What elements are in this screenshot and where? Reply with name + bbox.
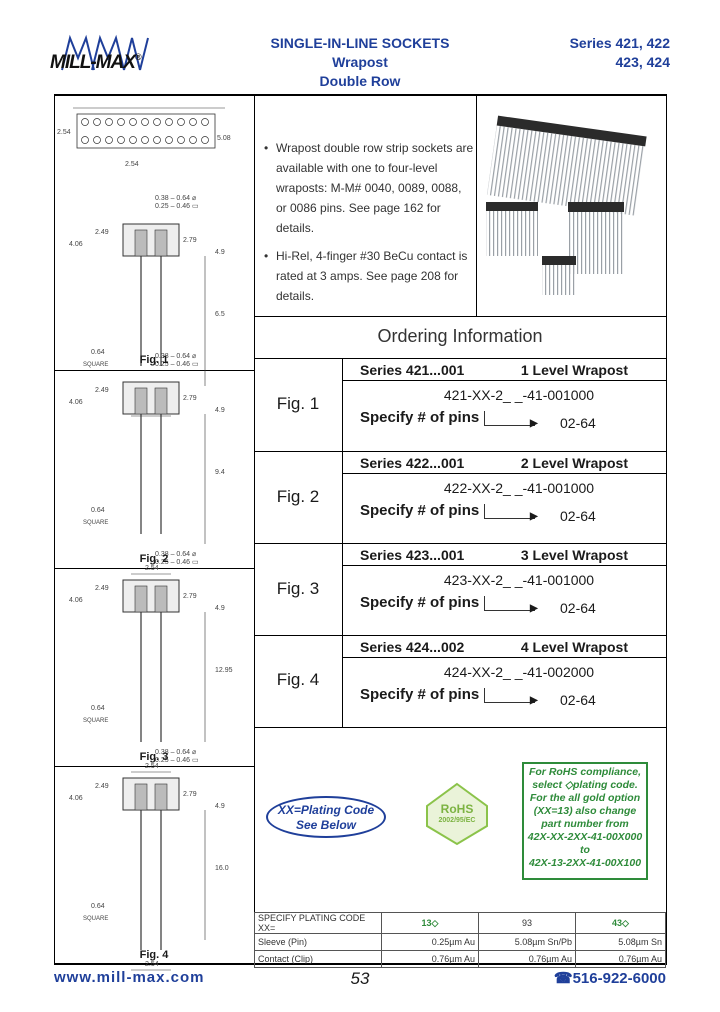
fig-caption: Fig. 2 (139, 553, 169, 565)
footer-phone[interactable]: ☎516-922-6000 (553, 970, 666, 987)
dim-pitch: 2.54 (57, 129, 71, 136)
pin-hole (190, 137, 197, 144)
features-bottom (254, 316, 666, 317)
socket-body (123, 382, 179, 414)
dim-h249: 2.49 (95, 229, 109, 236)
pin-hole (142, 119, 149, 126)
feature-item: • Hi-Rel, 4-finger #30 BeCu contact is rated at 3 amps. See page 208 for details. (264, 249, 468, 303)
arrow-icon (484, 596, 535, 611)
dim-length: 16.0 (215, 865, 229, 872)
pin-hole (166, 137, 173, 144)
order-series: Series 423...001 (360, 547, 465, 563)
contact (135, 388, 147, 414)
pin-hole (142, 137, 149, 144)
order-range: 02-64 (560, 600, 596, 616)
order-row: Series 422...001 2 Level Wrapost 422-XX-2_ _-41-001000 Specify # of pins ▶ 02-64 (342, 452, 666, 519)
order-range: 02-64 (560, 692, 596, 708)
dim-square: SQUARE (83, 718, 109, 724)
contact (155, 586, 167, 612)
dim-h406: 4.06 (69, 795, 83, 802)
contact (155, 388, 167, 414)
order-part-number: 422-XX-2_ _-41-001000 (443, 480, 595, 496)
pin-hole (94, 137, 101, 144)
plating-row: Contact (Clip) 0.76µm Au 0.76µm Au 0.76µm Au (255, 951, 666, 968)
order-spec-label: Specify # of pins (360, 502, 480, 519)
contact (135, 784, 147, 810)
page-number: 53 (350, 969, 370, 988)
order-level: 3 Level Wrapost (520, 547, 628, 563)
socket-strips-image (480, 110, 664, 310)
order-range: 02-64 (560, 508, 596, 524)
order-level: 2 Level Wrapost (520, 455, 628, 471)
pin-hole (118, 137, 125, 144)
technical-drawing (55, 96, 253, 968)
dim-d2: 0.25 – 0.46 ▭ (155, 361, 199, 368)
dim-pin: 0.64 (91, 507, 105, 514)
arrow-icon (484, 504, 535, 519)
dim-h406: 4.06 (69, 241, 83, 248)
dim-h249: 2.49 (95, 387, 109, 394)
page-title: SINGLE-IN-LINE SOCKETS Wrapost Double Row (270, 35, 450, 89)
dim-h279: 2.79 (183, 593, 197, 600)
pin-hole (118, 119, 125, 126)
order-fig-label: Fig. 4 (276, 670, 320, 689)
dim-h49: 4.9 (215, 249, 225, 256)
dim-square: SQUARE (83, 362, 109, 368)
pin-hole (130, 119, 137, 126)
dim-h249: 2.49 (95, 783, 109, 790)
photo-divider (476, 94, 477, 316)
order-series: Series 424...002 (360, 639, 465, 655)
frame-right (666, 94, 667, 964)
dim-square: SQUARE (83, 916, 109, 922)
pin-hole (154, 119, 161, 126)
socket-body (123, 224, 179, 256)
dim-base: 2.54 (145, 763, 159, 770)
dim-base: 2.54 (145, 565, 159, 572)
dim-h49: 4.9 (215, 605, 225, 612)
dim-d1: 0.38 – 0.64 ⌀ (155, 749, 197, 756)
dim-h406: 4.06 (69, 399, 83, 406)
order-row: Series 424...002 4 Level Wrapost 424-XX-2_ _-41-002000 Specify # of pins ▶ 02-64 (342, 636, 666, 703)
pin-hole (190, 119, 197, 126)
dim-pin: 0.64 (91, 349, 105, 356)
fig-caption: Fig. 1 (139, 354, 169, 366)
plating-code-callout: XX=Plating Code See Below (266, 796, 386, 838)
rohs-note: For RoHS compliance, select ◇plating code. For the all gold option (XX=13) also change part number from 42X-XX-2XX-41-00X000 to 42X-13-2XX-41-00X100 (522, 762, 648, 880)
feature-item: • Wrapost double row strip sockets are available with one to four-level wraposts: M-M# 0040, 0089, 0088, or 0086 pins. See page 162 for details. (264, 141, 474, 235)
plating-header-row: SPECIFY PLATING CODE XX= 13◇ 93 43◇ (255, 913, 666, 934)
rohs-badge: RoHS 2002/95/EC (423, 782, 491, 846)
pin-hole (178, 137, 185, 144)
pin-hole (106, 137, 113, 144)
dim-h279: 2.79 (183, 237, 197, 244)
fig-caption: Fig. 4 (139, 949, 169, 961)
plating-table (254, 912, 666, 968)
pin-hole (94, 119, 101, 126)
plating-row: Sleeve (Pin) 0.25µm Au 5.08µm Sn/Pb 5.08µm Sn (255, 934, 666, 951)
dim-d1: 0.38 – 0.64 ⌀ (155, 353, 197, 360)
contact (155, 230, 167, 256)
dim-h279: 2.79 (183, 791, 197, 798)
dim-d1: 0.38 – 0.64 ⌀ (155, 551, 197, 558)
dim-length: 6.5 (215, 311, 225, 318)
pin-hole (202, 137, 209, 144)
order-fig-label: Fig. 2 (276, 487, 320, 506)
pin-hole (178, 119, 185, 126)
socket-body (123, 580, 179, 612)
product-photo (480, 110, 664, 310)
order-fig-label: Fig. 3 (276, 579, 320, 598)
dim-d2: 0.25 – 0.46 ▭ (155, 203, 199, 210)
order-level: 4 Level Wrapost (520, 639, 628, 655)
figure-drawings (55, 96, 253, 968)
pin-hole (130, 137, 137, 144)
dim-d1: 0.38 – 0.64 ⌀ (155, 195, 197, 202)
dim-square: SQUARE (83, 520, 109, 526)
pin-hole (82, 119, 89, 126)
dim-length: 12.95 (215, 667, 233, 674)
order-part-number: 421-XX-2_ _-41-001000 (443, 387, 595, 403)
dim-h406: 4.06 (69, 597, 83, 604)
dim-h49: 4.9 (215, 803, 225, 810)
order-row: Series 421...001 1 Level Wrapost 421-XX-2_ _-41-001000 Specify # of pins ▶ 02-64 (342, 359, 666, 426)
brand-logo (44, 30, 164, 78)
pin-hole (106, 119, 113, 126)
order-spec-label: Specify # of pins (360, 409, 480, 426)
ordering-title: Ordering Information (377, 326, 543, 346)
order-spec-label: Specify # of pins (360, 594, 480, 611)
socket-body (123, 778, 179, 810)
dim-d2: 0.25 – 0.46 ▭ (155, 559, 199, 566)
dim-pitch2: 2.54 (125, 161, 139, 168)
dim-length: 9.4 (215, 469, 225, 476)
contact (135, 586, 147, 612)
order-part-number: 423-XX-2_ _-41-001000 (443, 572, 595, 588)
series-title: Series 421, 422 423, 424 (569, 35, 670, 70)
dim-base: 2.54 (145, 961, 159, 968)
order-series: Series 421...001 (360, 362, 465, 378)
order-spec-label: Specify # of pins (360, 686, 480, 703)
order-series: Series 422...001 (360, 455, 465, 471)
dim-d2: 0.25 – 0.46 ▭ (155, 757, 199, 764)
logo-text: MILL-MAX® (50, 52, 141, 73)
dim-h279: 2.79 (183, 395, 197, 402)
arrow-icon (484, 688, 535, 703)
pin-hole (82, 137, 89, 144)
features-list (264, 138, 474, 306)
contact (135, 230, 147, 256)
order-row: Series 423...001 3 Level Wrapost 423-XX-2_ _-41-001000 Specify # of pins ▶ 02-64 (342, 544, 666, 611)
order-part-number: 424-XX-2_ _-41-002000 (443, 664, 595, 680)
arrow-icon (484, 411, 535, 426)
frame-divider (254, 94, 255, 964)
order-range: 02-64 (560, 415, 596, 431)
order-sep-4 (254, 727, 666, 728)
footer-website[interactable]: www.mill-max.com (54, 969, 205, 986)
dim-pin: 0.64 (91, 705, 105, 712)
dim-h249: 2.49 (95, 585, 109, 592)
dim-row: 5.08 (217, 135, 231, 142)
dim-pin: 0.64 (91, 903, 105, 910)
fig-caption: Fig. 3 (139, 751, 169, 763)
pin-hole (166, 119, 173, 126)
contact (155, 784, 167, 810)
pin-hole (202, 119, 209, 126)
pin-hole (154, 137, 161, 144)
order-level: 1 Level Wrapost (520, 362, 628, 378)
order-fig-label: Fig. 1 (276, 394, 320, 413)
dim-h49: 4.9 (215, 407, 225, 414)
